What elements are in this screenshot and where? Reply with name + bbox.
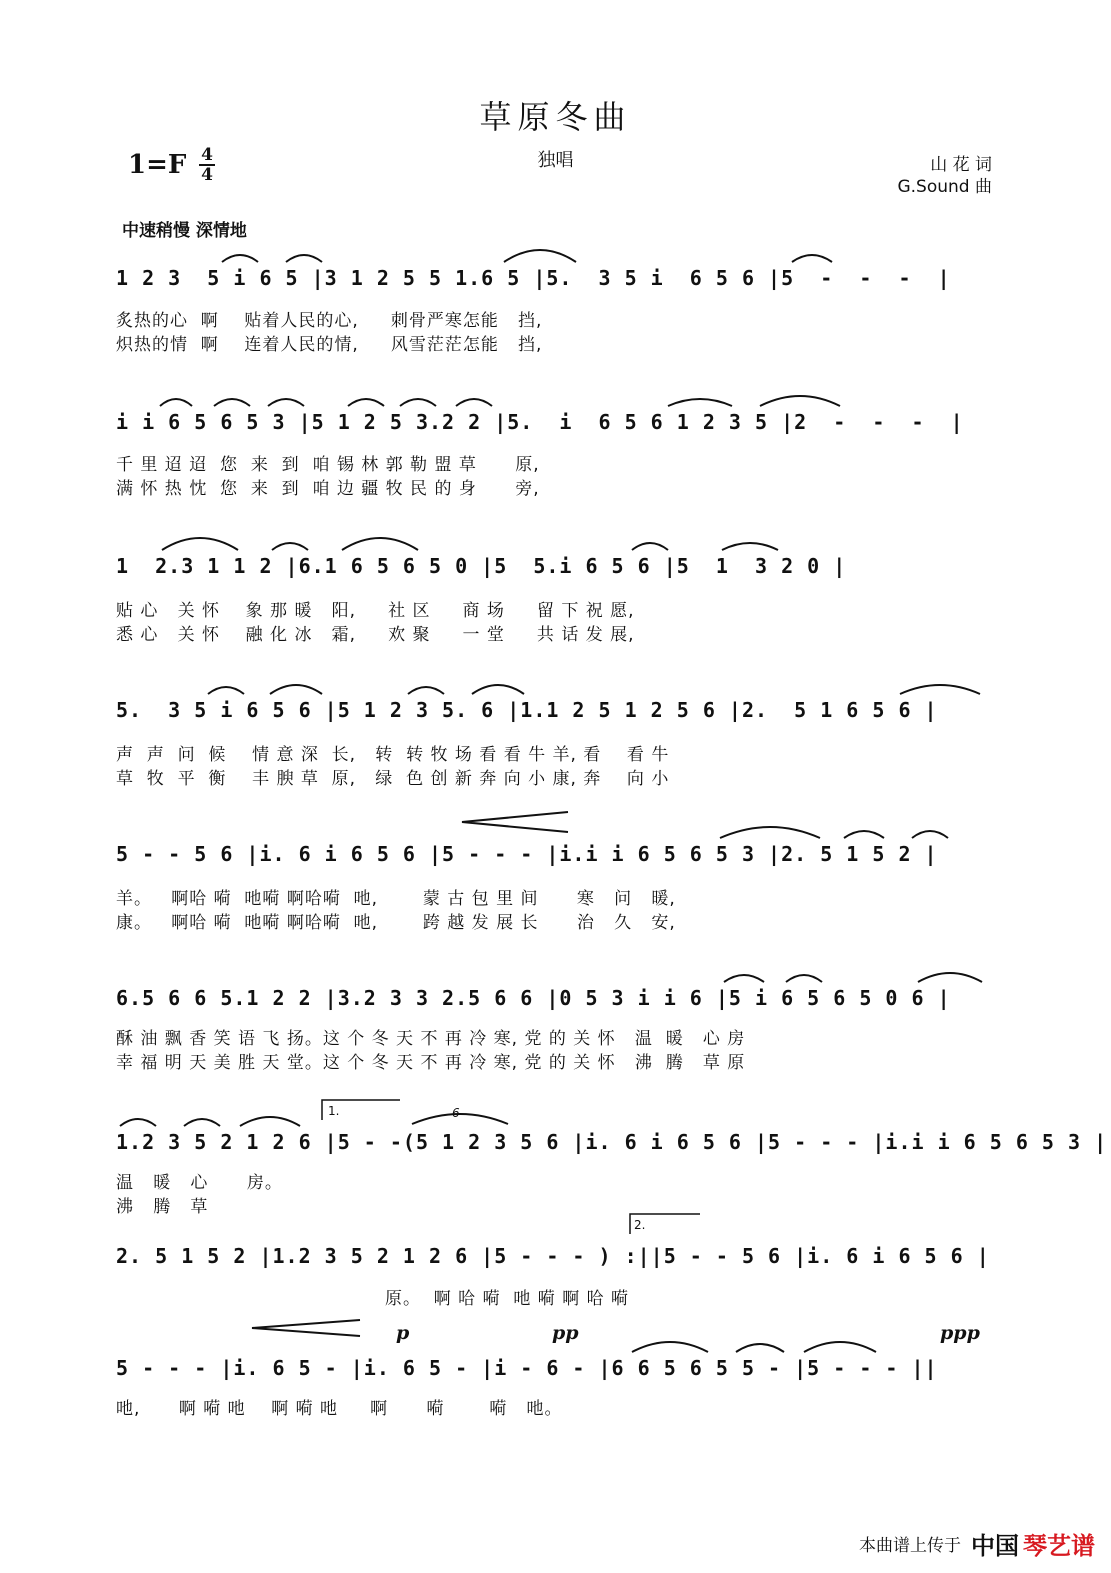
tuplet-label: 6 — [452, 1106, 460, 1120]
lyric-line-8a: 原。 啊 哈 嗬 吔 嗬 啊 哈 嗬 — [116, 1289, 629, 1309]
slur — [632, 543, 668, 550]
lyric-line-1b: 炽热的情 啊 连着人民的情, 风雪茫茫怎能 挡, — [116, 335, 543, 355]
lyricist-credit: 山 花 词 — [930, 155, 992, 175]
notation-line-4: 5. 3 5 i 6 5 6 |5 1 2 3 5. 6 |1.1 2 5 1 2 5 6 |2. 5 1 6 5 6 | — [116, 698, 938, 722]
lyric-line-6a: 酥 油 飘 香 笑 语 飞 扬。这 个 冬 天 不 再 冷 寒, 党 的 关 怀 温 暖 心 房 — [116, 1029, 746, 1049]
slur — [342, 538, 418, 550]
slur — [214, 399, 250, 406]
slur — [504, 250, 576, 262]
slur — [918, 973, 982, 982]
lyric-line-7b: 沸 腾 草 — [116, 1197, 209, 1217]
song-title: 草原冬曲 — [479, 98, 632, 136]
slur — [792, 255, 832, 262]
volta-bracket-second — [630, 1214, 700, 1234]
slur — [348, 399, 384, 406]
lyric-line-9a: 吔, 啊 嗬 吔 啊 嗬 吔 啊 嗬 嗬 吔。 — [116, 1399, 563, 1419]
notation-line-8: 2. 5 1 5 2 |1.2 3 5 2 1 2 6 |5 - - - ) :||5 - - 5 6 |i. 6 i 6 5 6 | — [116, 1244, 990, 1268]
lyric-line-1a: 炙热的心 啊 贴着人民的心, 刺骨严寒怎能 挡, — [116, 311, 543, 331]
slur — [668, 399, 732, 406]
tempo-marking: 中速稍慢 深情地 — [122, 221, 247, 241]
slur — [412, 1114, 508, 1124]
lyric-line-2a: 千 里 迢 迢 您 来 到 咱 锡 林 郭 勒 盟 草 原, — [116, 455, 540, 475]
lyric-line-7a: 温 暖 心 房。 — [116, 1173, 283, 1193]
volta-bracket-first — [322, 1100, 400, 1120]
slur — [900, 685, 980, 694]
notation-line-9: 5 - - - |i. 6 5 - |i. 6 5 - |i - 6 - |6 6 5 6 5 5 - |5 - - - || — [116, 1356, 938, 1380]
slur — [844, 831, 884, 838]
slur — [912, 831, 948, 838]
dynamic-pp: pp — [552, 1322, 579, 1344]
slur — [456, 399, 492, 406]
dynamic-ppp: ppp — [940, 1322, 980, 1344]
slur — [786, 975, 822, 982]
slur — [724, 975, 764, 982]
slur — [184, 1119, 220, 1126]
slur — [472, 685, 524, 694]
upload-text: 本曲谱上传于 — [859, 1535, 961, 1556]
dynamic-p: p — [396, 1322, 410, 1344]
notation-line-5: 5 - - 5 6 |i. 6 i 6 5 6 |5 - - - |i.i i 6 5 6 5 3 |2. 5 1 5 2 | — [116, 842, 938, 866]
slur — [240, 1117, 300, 1126]
lyric-line-2b: 满 怀 热 忱 您 来 到 咱 边 疆 牧 民 的 身 旁, — [116, 479, 540, 499]
time-signature-top: 4 — [201, 145, 213, 165]
composer-credit: G.Sound 曲 — [897, 177, 992, 197]
slur — [736, 1344, 784, 1352]
key-signature: 1=F — [128, 150, 187, 180]
notation-line-2: i i 6 5 6 5 3 |5 1 2 5 3.2 2 |5. i 6 5 6 1 2 3 5 |2 - - - | — [116, 410, 964, 434]
lyric-line-5b: 康。 啊哈 嗬 吔嗬 啊哈嗬 吔, 跨 越 发 展 长 治 久 安, — [116, 913, 676, 933]
slur — [222, 255, 258, 262]
volta-brackets — [322, 1100, 700, 1234]
crescendo-hairpins — [252, 812, 568, 1336]
slur — [400, 399, 436, 406]
slur — [268, 399, 304, 406]
notation-line-7: 1.2 3 5 2 1 2 6 |5 - -(5 1 2 3 5 6 |i. 6 i 6 5 6 |5 - - - |i.i i 6 5 6 5 3 | — [116, 1130, 1108, 1154]
notation-line-1: 1 2 3 5 i 6 5 |3 1 2 5 5 1.6 5 |5. 3 5 i 6 5 6 |5 - - - | — [116, 266, 951, 290]
logo-prefix: 中国 — [971, 1530, 1019, 1560]
slur — [272, 543, 308, 550]
slur — [270, 685, 322, 694]
slur — [760, 396, 840, 406]
slur — [162, 538, 238, 550]
site-logo[interactable] — [971, 1526, 1095, 1561]
footer — [859, 1523, 1095, 1563]
slur — [720, 827, 820, 838]
logo-text: 琴艺谱 — [1023, 1530, 1095, 1560]
lyric-line-5a: 羊。 啊哈 嗬 吔嗬 啊哈嗬 吔, 蒙 古 包 里 间 寒 问 暖, — [116, 889, 676, 909]
time-signature-bottom: 4 — [201, 165, 213, 185]
crescendo-hairpin — [462, 812, 568, 832]
slur — [722, 543, 778, 550]
slur — [408, 687, 444, 694]
slur — [804, 1342, 876, 1352]
slurs — [120, 250, 982, 1352]
lyric-line-6b: 幸 福 明 天 美 胜 天 堂。这 个 冬 天 不 再 冷 寒, 党 的 关 怀 沸 腾 草 原 — [116, 1053, 746, 1073]
volta-first-label: 1. — [328, 1104, 340, 1118]
volta-second-label: 2. — [634, 1218, 646, 1232]
notation-line-6: 6.5 6 6 5.1 2 2 |3.2 3 3 2.5 6 6 |0 5 3 i i 6 |5 i 6 5 6 5 0 6 | — [116, 986, 951, 1010]
lyric-line-4b: 草 牧 平 衡 丰 腴 草 原, 绿 色 创 新 奔 向 小 康, 奔 向 小 — [116, 769, 670, 789]
lyric-line-4a: 声 声 问 候 情 意 深 长, 转 转 牧 场 看 看 牛 羊, 看 看 牛 — [116, 745, 670, 765]
notation-line-3: 1 2.3 1 1 2 |6.1 6 5 6 5 0 |5 5.i 6 5 6 |5 1 3 2 0 | — [116, 554, 847, 578]
slur — [160, 399, 192, 406]
crescendo-hairpin — [252, 1320, 360, 1336]
slur — [632, 1342, 708, 1352]
slur — [286, 255, 322, 262]
lyric-line-3b: 悉 心 关 怀 融 化 冰 霜, 欢 聚 一 堂 共 话 发 展, — [116, 625, 635, 645]
lyric-line-3a: 贴 心 关 怀 象 那 暖 阳, 社 区 商 场 留 下 祝 愿, — [116, 601, 635, 621]
performance-type: 独唱 — [537, 150, 574, 171]
slur — [208, 687, 244, 694]
slur — [120, 1119, 156, 1126]
